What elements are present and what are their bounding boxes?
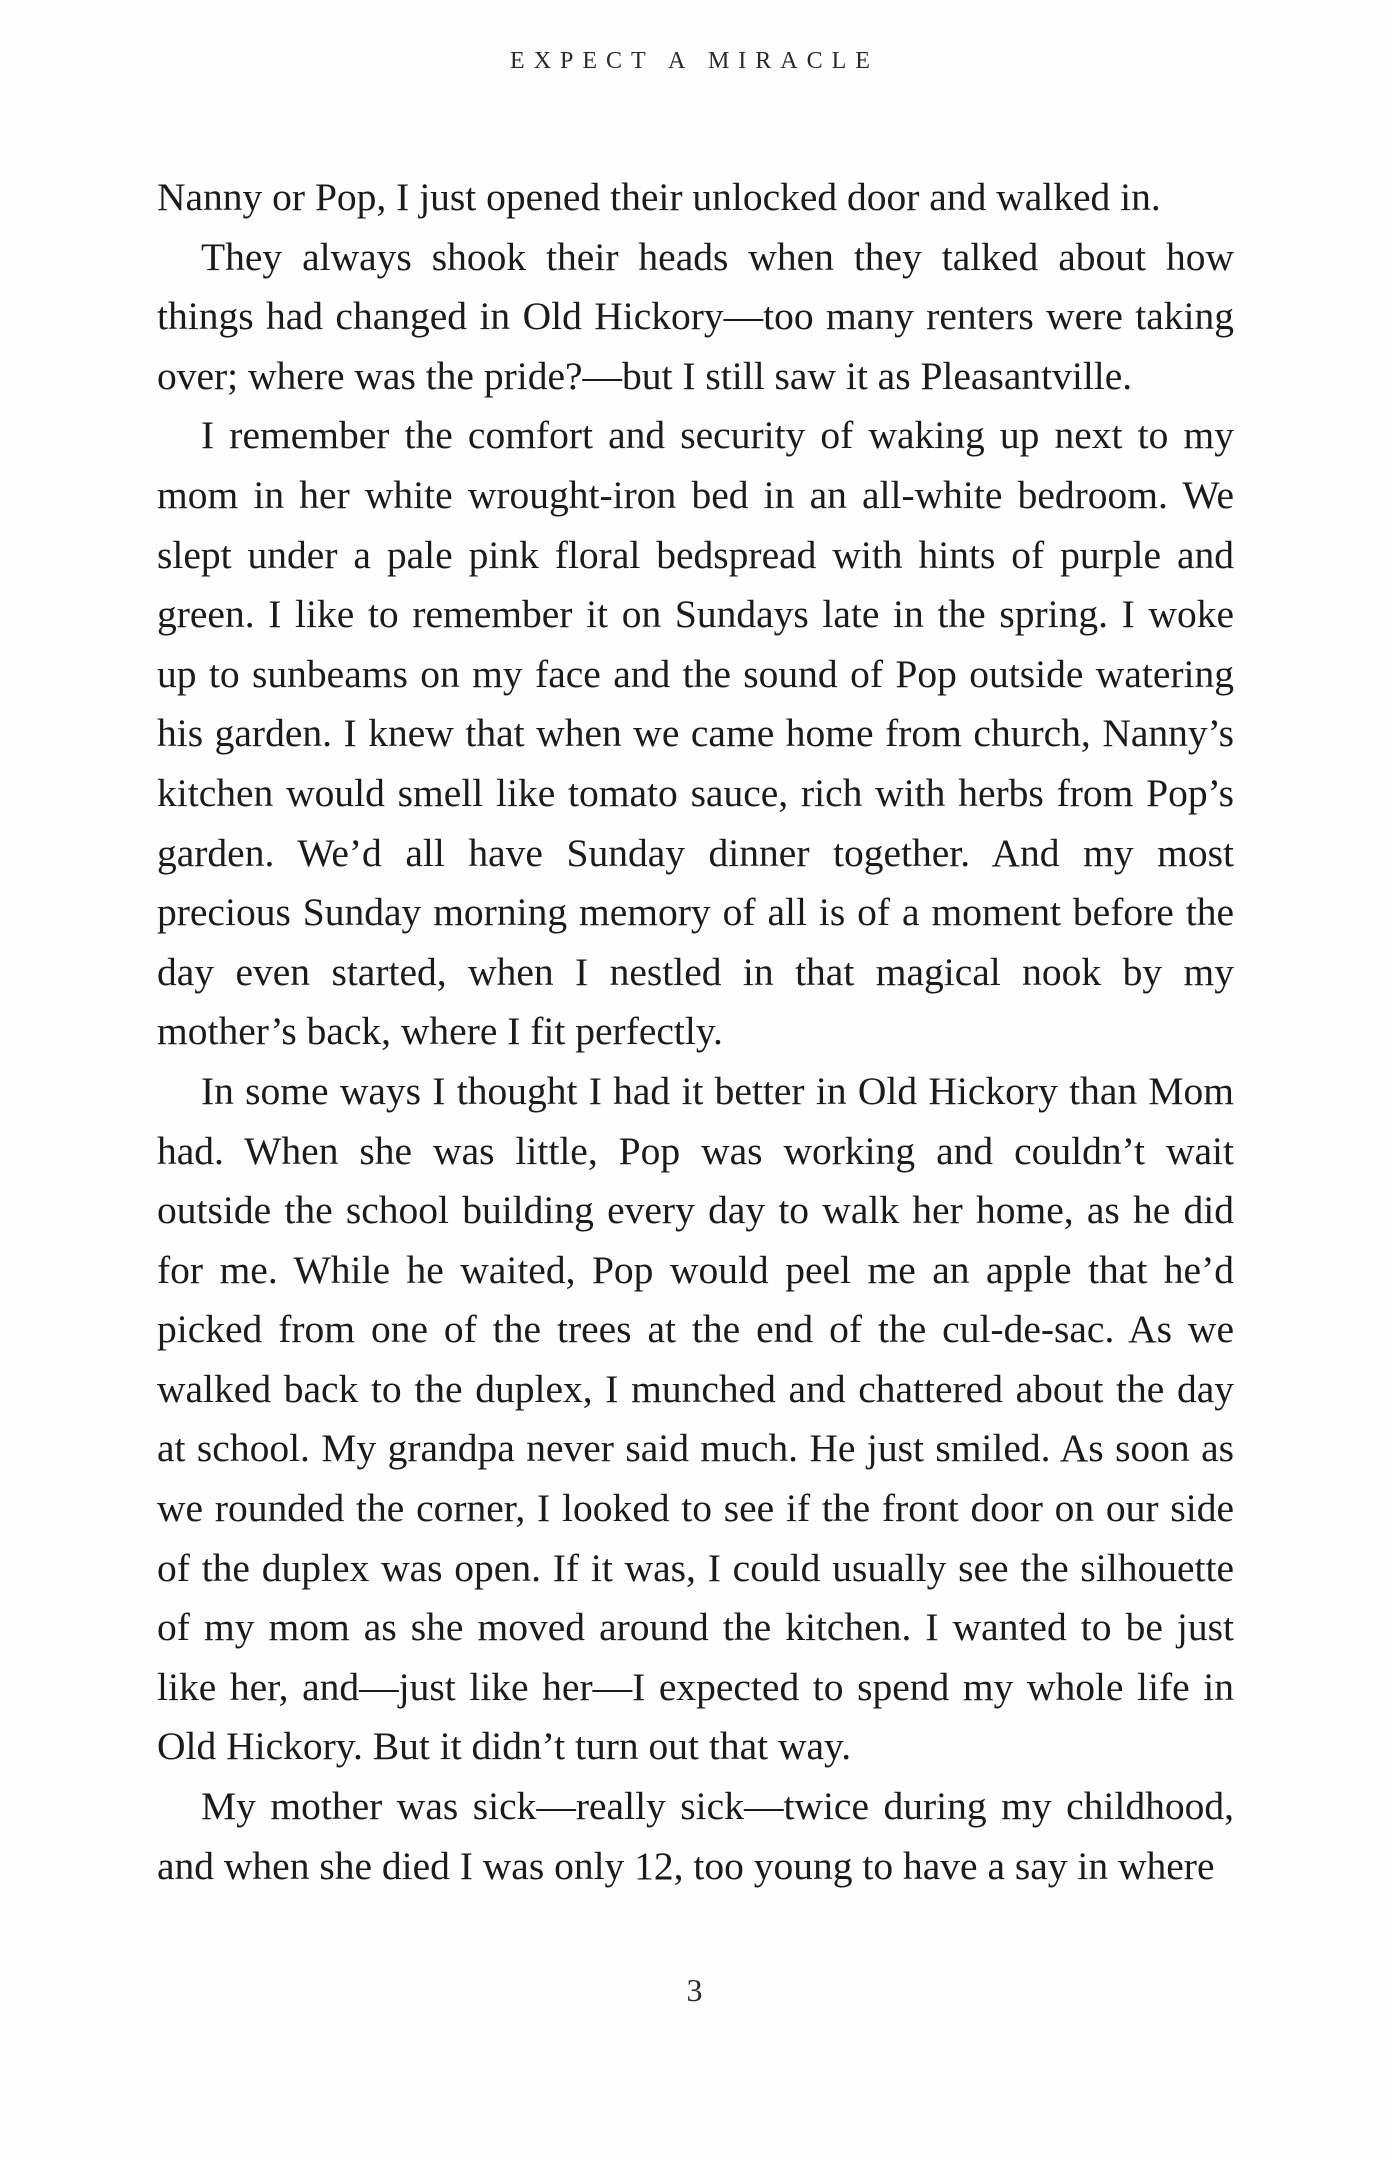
page-number: 3 <box>686 1972 703 2008</box>
body-text <box>157 168 1234 1896</box>
paragraph-1: Nanny or Pop, I just opened their unlocked door and walked in. <box>157 175 1161 219</box>
paragraph-3: I remember the comfort and security of waking up next to my mom in her white wrought-iron bed in an all-white bedroom. We slept under a pale pink floral bedspread with hints of purple and green. I like to remember it on Sundays late in the spring. I woke up to sunbeams on my face and the sound of Pop outside watering his garden. I knew that when we came home from church, Nanny’s kitchen would smell like tomato sauce, rich with herbs from Pop’s garden. We’d all have Sunday dinner together. And my most precious Sunday morning memory of all is of a moment before the day even started, when I nestled in that magical nook by my mother’s back, where I fit perfectly. <box>157 413 1234 1054</box>
running-head: EXPECT A MIRACLE <box>510 48 879 74</box>
paragraph-2: They always shook their heads when they talked about how things had changed in Old Hickory—too many renters were taking over; where was the pride?—but I still saw it as Pleasantville. <box>157 234 1234 398</box>
paragraph-5: My mother was sick—really sick—twice during my childhood, and when she died I was only 12, too young to have a say in where <box>157 1784 1234 1888</box>
paragraph-4: In some ways I thought I had it better in Old Hickory than Mom had. When she was little, Pop was working and couldn’t wait outside the school building every day to walk her home, as he did for me. While he waited, Pop would peel me an apple that he’d picked from one of the trees at the end of the cul-de-sac. As we walked back to the duplex, I munched and chattered about the day at school. My grandpa never said much. He just smiled. As soon as we rounded the corner, I looked to see if the front door on our side of the duplex was open. If it was, I could usually see the silhouette of my mom as she moved around the kitchen. I wanted to be just like her, and—just like her—I expected to spend my whole life in Old Hickory. But it didn’t turn out that way. <box>157 1068 1234 1769</box>
